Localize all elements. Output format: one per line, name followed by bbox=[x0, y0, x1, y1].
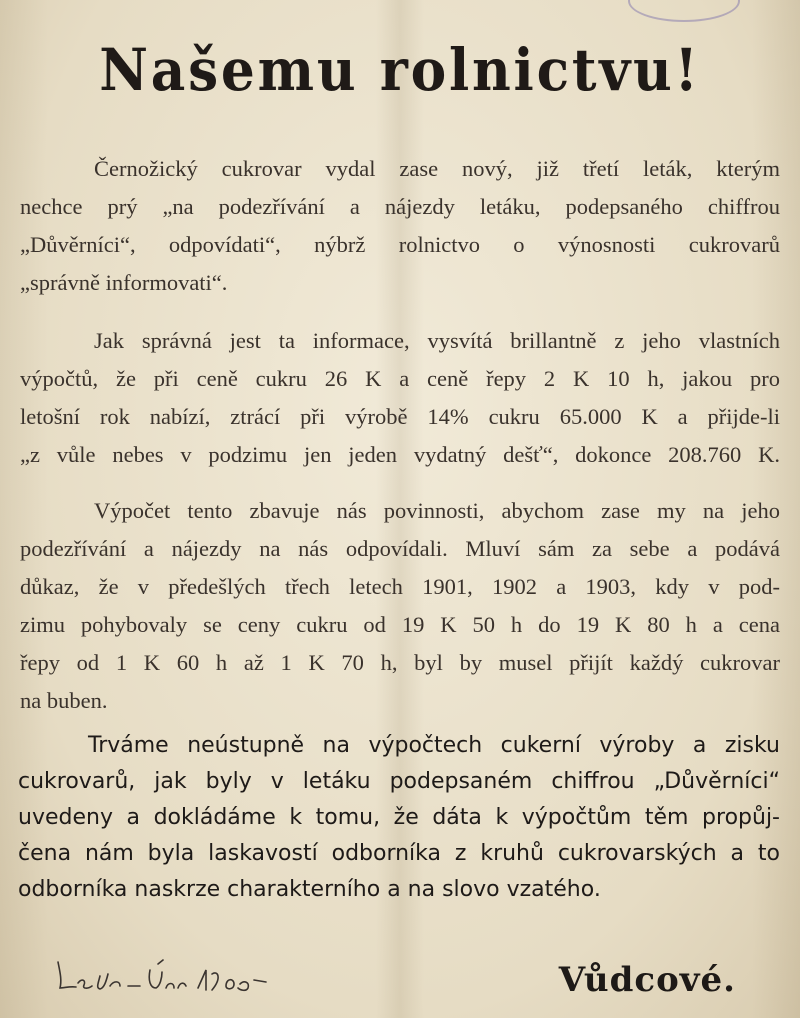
text-line: výpočtů, že při ceně cukru 26 K a ceně řepy 2 K 10 h, jakou pro bbox=[20, 366, 780, 391]
text-line: nechce prý „na podezřívání a nájezdy letáku, podepsaného chiffrou bbox=[20, 194, 780, 219]
text-line: na buben. bbox=[20, 688, 108, 713]
text-line: cukrovarů, jak byly v letáku podepsaném chiffrou „Důvěrníci“ bbox=[18, 769, 780, 794]
stamp-mark bbox=[628, 0, 740, 22]
handwriting-graphic bbox=[40, 950, 280, 1010]
paragraph-1 bbox=[20, 150, 780, 302]
text-line: řepy od 1 K 60 h až 1 K 70 h, byl by musel přijít každý cukrovar bbox=[20, 650, 780, 675]
text-line: Černožický cukrovar vydal zase nový, již třetí leták, kterým bbox=[94, 156, 780, 181]
paragraph-3 bbox=[20, 492, 780, 720]
text-line: „správně informovati“. bbox=[20, 270, 228, 295]
page-title: Našemu rolnictvu! bbox=[99, 36, 701, 104]
text-line: Jak správná jest ta informace, vysvítá brillantně z jeho vlastních bbox=[94, 328, 780, 353]
text-line: čena nám byla laskavostí odborníka z kruhů cukrovarských a to bbox=[18, 841, 780, 866]
text-line: „Důvěrníci“, odpovídati“, nýbrž rolnictvo o výnosnosti cukrovarů bbox=[20, 232, 780, 257]
text-line: odborníka naskrze charakterního a na slovo vzatého. bbox=[18, 877, 601, 902]
text-line: podezřívání a nájezdy na nás odpovídali. Mluví sám za sebe a podává bbox=[20, 536, 780, 561]
text-line: „z vůle nebes v podzimu jen jeden vydatný dešť“, dokonce 208.760 K. bbox=[20, 442, 780, 467]
text-line: důkaz, že v předešlých třech letech 1901, 1902 a 1903, kdy v pod- bbox=[20, 574, 780, 599]
signoff: Vůdcové. bbox=[558, 960, 736, 1000]
paragraph-4 bbox=[18, 728, 780, 908]
text-line: uvedeny a dokládáme k tomu, že dáta k výpočtům těm propůj- bbox=[18, 805, 780, 830]
text-line: Výpočet tento zbavuje nás povinnosti, abychom zase my na jeho bbox=[94, 498, 780, 523]
handwritten-date bbox=[40, 950, 280, 1010]
text-line: letošní rok nabízí, ztrácí při výrobě 14% cukru 65.000 K a přijde-li bbox=[20, 404, 780, 429]
text-line: Trváme neústupně na výpočtech cukerní výroby a zisku bbox=[88, 733, 780, 758]
paragraph-2 bbox=[20, 322, 780, 474]
text-line: zimu pohybovaly se ceny cukru od 19 K 50 h do 19 K 80 h a cena bbox=[20, 612, 780, 637]
